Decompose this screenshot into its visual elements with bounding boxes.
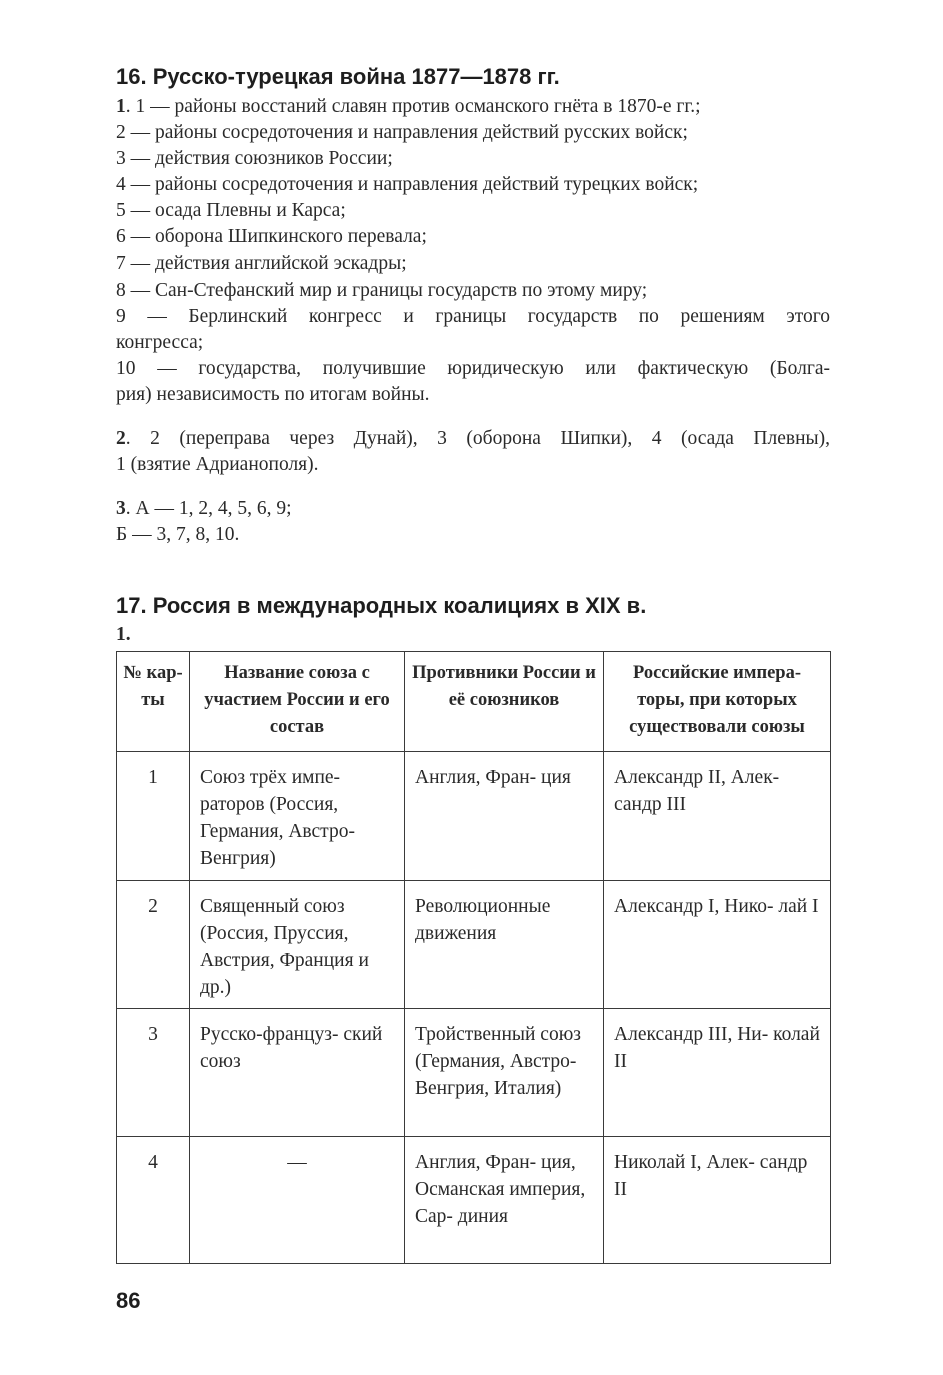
header-alliance-name: Название союза с участием России и его состав [190, 652, 405, 752]
section-17-title: 17. Россия в международных коалициях в XIX в. [116, 593, 647, 618]
cell-alliance-name: — [190, 1137, 405, 1264]
cell-alliance-name: Союз трёх импе- раторов (Россия, Германия, Австро- Венгрия) [190, 752, 405, 881]
table-row [117, 752, 831, 881]
s16-q1-number: 1 [116, 96, 126, 117]
cell-map-number: 4 [117, 1137, 190, 1264]
page-number: 86 [116, 1288, 141, 1313]
s16-q1-line-2: 3 — действия союзников России; [116, 148, 393, 169]
table-row [117, 1137, 831, 1264]
s16-q3-line-0 [116, 496, 830, 522]
section-16-title: 16. Русско-турецкая война 1877—1878 гг. [116, 64, 560, 89]
s16-q2-line-1: 1 (взятие Адрианополя). [116, 454, 319, 475]
cell-emperors: Александр III, Ни- колай II [604, 1009, 831, 1137]
cell-map-number: 2 [117, 881, 190, 1009]
table-row [117, 881, 831, 1009]
s16-q1-line-10: 10 — государства, получившие юридическую или фактическую (Болга- [116, 358, 830, 379]
cell-map-number: 1 [117, 752, 190, 881]
s16-q1-line-7: 8 — Сан-Стефанский мир и границы государств по этому миру; [116, 280, 648, 301]
header-opponents: Противники России и её союзников [405, 652, 604, 752]
s17-q1-label: 1. [116, 624, 131, 645]
coalitions-table [116, 651, 831, 1264]
cell-emperors: Александр II, Алек- сандр III [604, 752, 831, 881]
cell-emperors: Александр I, Нико- лай I [604, 881, 831, 1009]
cell-emperors: Николай I, Алек- сандр II [604, 1137, 831, 1264]
cell-alliance-name: Священный союз (Россия, Пруссия, Австрия, Франция и др.) [190, 881, 405, 1009]
cell-opponents: Тройственный союз (Германия, Австро-Венгрия, Италия) [405, 1009, 604, 1137]
cell-map-number: 3 [117, 1009, 190, 1137]
s16-q3-text-0: . А — 1, 2, 4, 5, 6, 9; [125, 498, 292, 519]
header-map-number: № кар- ты [117, 652, 190, 752]
header-emperors: Российские импера- торы, при которых существовали союзы [604, 652, 831, 752]
table-header-row [117, 652, 831, 752]
s16-q1-text-0: . 1 — районы восстаний славян против османского гнёта в 1870-е гг.; [125, 96, 701, 117]
cell-opponents: Англия, Фран- ция, Османская империя, Сар- диния [405, 1137, 604, 1264]
s16-q3-line-1: Б — 3, 7, 8, 10. [116, 524, 240, 545]
s16-q1-line-5: 6 — оборона Шипкинского перевала; [116, 226, 427, 247]
s16-q1-line-11: рия) независимость по итогам войны. [116, 384, 430, 405]
s16-q1-line-0 [116, 94, 830, 120]
s16-q1-line-4: 5 — осада Плевны и Карса; [116, 200, 346, 221]
s16-q2-text-0: . 2 (переправа через Дунай), 3 (оборона Шипки), 4 (осада Плевны), [125, 428, 830, 449]
cell-alliance-name: Русско-француз- ский союз [190, 1009, 405, 1137]
s16-q1-line-3: 4 — районы сосредоточения и направления действий турецких войск; [116, 174, 699, 195]
s16-q1-line-1: 2 — районы сосредоточения и направления действий русских войск; [116, 122, 688, 143]
s16-q1-line-8: 9 — Берлинский конгресс и границы государств по решениям этого [116, 306, 830, 327]
cell-opponents: Англия, Фран- ция [405, 752, 604, 881]
cell-opponents: Революционные движения [405, 881, 604, 1009]
table-row [117, 1009, 831, 1137]
s16-q1-line-6: 7 — действия английской эскадры; [116, 253, 407, 274]
s16-q3-number: 3 [116, 498, 126, 519]
s16-q1-line-9: конгресса; [116, 332, 204, 353]
s16-q2-line-0 [116, 426, 830, 452]
s16-q2-number: 2 [116, 428, 126, 449]
